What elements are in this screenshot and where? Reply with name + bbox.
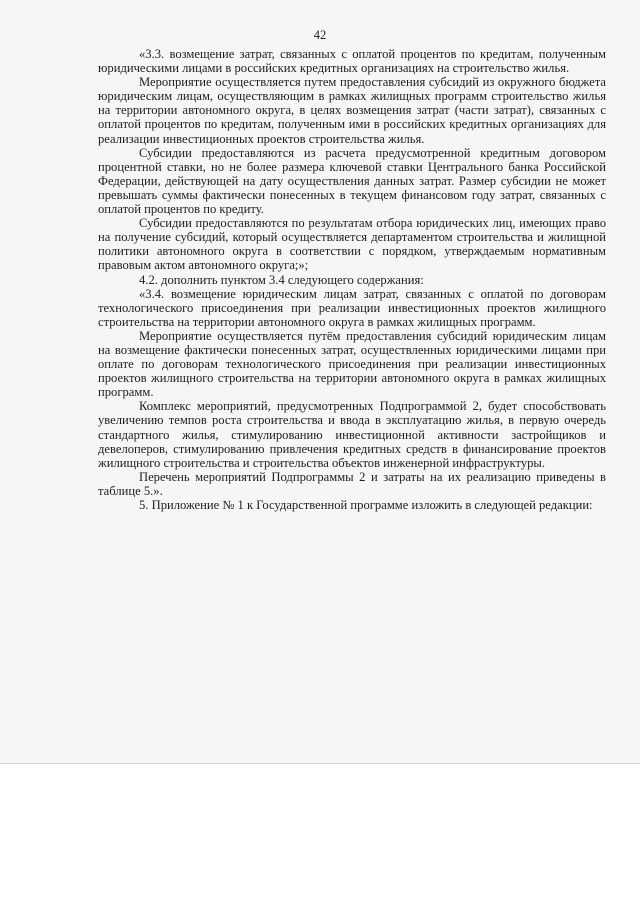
document-body [98, 47, 606, 512]
paragraph-complex: Комплекс мероприятий, предусмотренных Подпрограммой 2, будет способствовать увеличению темпов роста строительства и ввода в эксплуатацию жилья, в первую очередь стандартного жилья, стимулированию инвестиционной активности застройщиков и девелоперов, стимулированию привлечения кредитных средств в финансирование проектов жилищного строительства и строительства объектов инженерной инфраструктуры. [98, 399, 606, 470]
paragraph-3-3-mechanism: Мероприятие осуществляется путем предоставления субсидий из окружного бюджета юридическим лицам, осуществляющим в рамках жилищных программ строительство жилья на территории автономного округа, в целях возмещения затрат (части затрат), связанных с оплатой процентов по кредитам, полученным ими в российских кредитных организациях для реализации инвестиционных проектов строительства жилья. [98, 75, 606, 146]
page-number: 42 [313, 28, 327, 42]
paragraph-5-appendix: 5. Приложение № 1 к Государственной программе изложить в следующей редакции: [139, 498, 593, 512]
paragraph-3-3-calculation: Субсидии предоставляются из расчета предусмотренной кредитным договором процентной ставки, но не более размера ключевой ставки Центрального банка Российской Федерации, действующей на дату осуществления данных затрат. Размер субсидии не может превышать суммы фактически понесенных в текущем финансовом году затрат, связанных с оплатой процентов по кредиту. [98, 145, 606, 217]
paragraph-3-3-selection: Субсидии предоставляются по результатам отбора юридических лиц, имеющих право на получение субсидий, который осуществляется департаментом строительства и жилищной политики автономного округа в соответствии с порядком, утверждаемым нормативным правовым актом автономного округа;»; [98, 216, 606, 273]
paragraph-list-table-5: Перечень мероприятий Подпрограммы 2 и затраты на их реализацию приведены в таблице 5.». [98, 469, 606, 498]
paragraph-3-4-heading: «3.4. возмещение юридическим лицам затрат, связанных с оплатой по договорам технологического присоединения при реализации инвестиционных проектов жилищного строительства на территории автономного округа в рамках жилищных программ. [98, 286, 606, 329]
paragraph-3-4-mechanism: Мероприятие осуществляется путём предоставления субсидий юридическим лицам на возмещение фактически понесенных затрат, осуществленных юридическими лицами при оплате по договорам технологического присоединения при реализации инвестиционных проектов жилищного строительства на территории автономного округа в рамках жилищных программ. [98, 328, 606, 400]
paragraph-4-2: 4.2. дополнить пунктом 3.4 следующего содержания: [139, 272, 424, 287]
paragraph-3-3-heading: «3.3. возмещение затрат, связанных с оплатой процентов по кредитам, полученным юридическими лицами в российских кредитных организациях на строительство жилья. [98, 47, 606, 76]
